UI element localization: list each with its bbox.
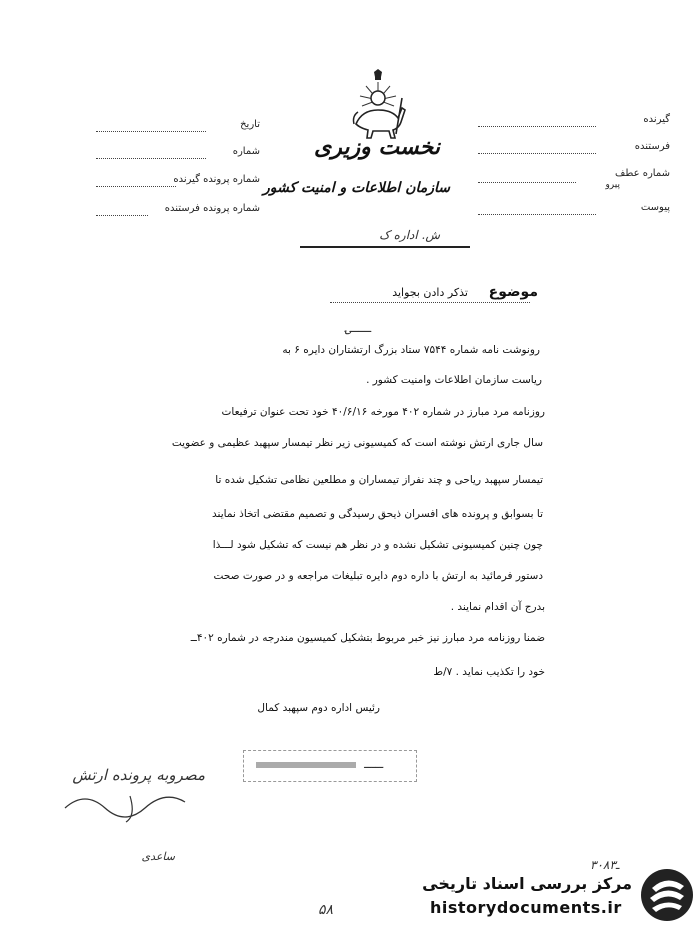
number-label: شماره (232, 146, 260, 157)
sender-file-number-line (96, 215, 148, 216)
body-line-10: ضمنا روزنامه مرد مبارز نیز خبر مربوط بتشکیل کمیسیون مندرجه در شماره ۴۰۲ــ (190, 632, 545, 644)
handwritten-office-ref: ش. اداره ک (379, 228, 440, 242)
watermark-site: historydocuments.ir (430, 898, 622, 917)
handwritten-mark-top: ـــۍ (345, 322, 371, 335)
body-line-3: روزنامه مرد مبارز در شماره ۴۰۲ مورخه ۴۰/۶/۱۶ خود تحت عنوان ترفیعات (221, 406, 545, 418)
archive-watermark (410, 864, 700, 926)
sender-line (478, 153, 596, 154)
recipient-line (478, 126, 596, 127)
handwritten-scribble (60, 788, 190, 824)
body-line-8: دستور فرمائید به ارتش با داره دوم دایره تبلیغات مراجعه و در صورت صحت (213, 570, 543, 582)
watermark-center-name: مرکز بررسی اسناد تاریخی (422, 874, 632, 893)
recipient-file-number-line (96, 186, 176, 187)
reference-number-line (478, 182, 576, 183)
handwritten-note-line2: ساعدی (141, 850, 175, 863)
stamp-box (243, 750, 417, 782)
body-line-1: رونوشت نامه شماره ۷۵۴۴ ستاد بزرگ ارتشتاران دایره ۶ به (282, 344, 540, 356)
recipient-file-number-label: شماره پرونده گیرنده (173, 174, 260, 185)
number-line (96, 158, 206, 159)
document-code: ۳۰۸ـ۳ (590, 858, 620, 872)
header-underline (300, 246, 470, 248)
page-number-handwritten: ۵۸ (318, 902, 334, 918)
attachment-line (478, 214, 596, 215)
archive-logo-icon (638, 866, 696, 924)
signature-name: رئیس اداره دوم سپهبد کمال (257, 702, 380, 714)
reference-number-label: شماره عطف (615, 168, 670, 179)
sender-label: فرستنده (634, 141, 670, 152)
body-line-11: خود را تکذیب نماید . ۷/ط (433, 666, 545, 678)
subject-label: موضوع (488, 284, 538, 300)
stamp-smudge (256, 762, 356, 768)
org-title-line1: نخست وزیری (314, 134, 440, 160)
body-line-4: سال جاری ارتش نوشته است که کمیسیونی زیر نظر تیمسار سپهبد عظیمی و عضویت (171, 437, 543, 449)
subject-value: تذکر دادن بجواید (392, 286, 468, 299)
date-label: تاریخ (240, 119, 260, 130)
body-line-2: ریاست سازمان اطلاعات وامنیت کشور . (366, 374, 542, 386)
lion-and-sun-emblem (338, 68, 418, 142)
sender-file-number-label: شماره پرونده فرستنده (164, 203, 260, 214)
attachment-label: پیوست (640, 202, 670, 213)
body-line-7: چون چنین کمیسیونی تشکیل نشده و در نظر هم نیست که تشکیل شود لـــذا (212, 539, 543, 551)
body-line-6: تا بسوابق و پرونده های افسران ذیحق رسیدگی و تصمیم مقتضی اتخاذ نمایند (212, 508, 543, 520)
stamp-text: ـــــ (364, 757, 384, 772)
follow-up-label: پیرو (605, 180, 620, 190)
date-line (96, 131, 206, 132)
org-title-line2: سازمان اطلاعات و امنیت کشور (263, 180, 450, 196)
body-line-5: تیمسار سپهبد ریاحی و چند نفراز تیمساران و مطلعین نظامی تشکیل شده تا (215, 474, 543, 486)
body-line-9: بدرج آن اقدام نمایند . (450, 601, 545, 613)
subject-line (330, 302, 530, 303)
handwritten-note-line1: مصروبه پرونده ارتش (72, 766, 205, 784)
recipient-label: گیرنده (643, 114, 670, 125)
